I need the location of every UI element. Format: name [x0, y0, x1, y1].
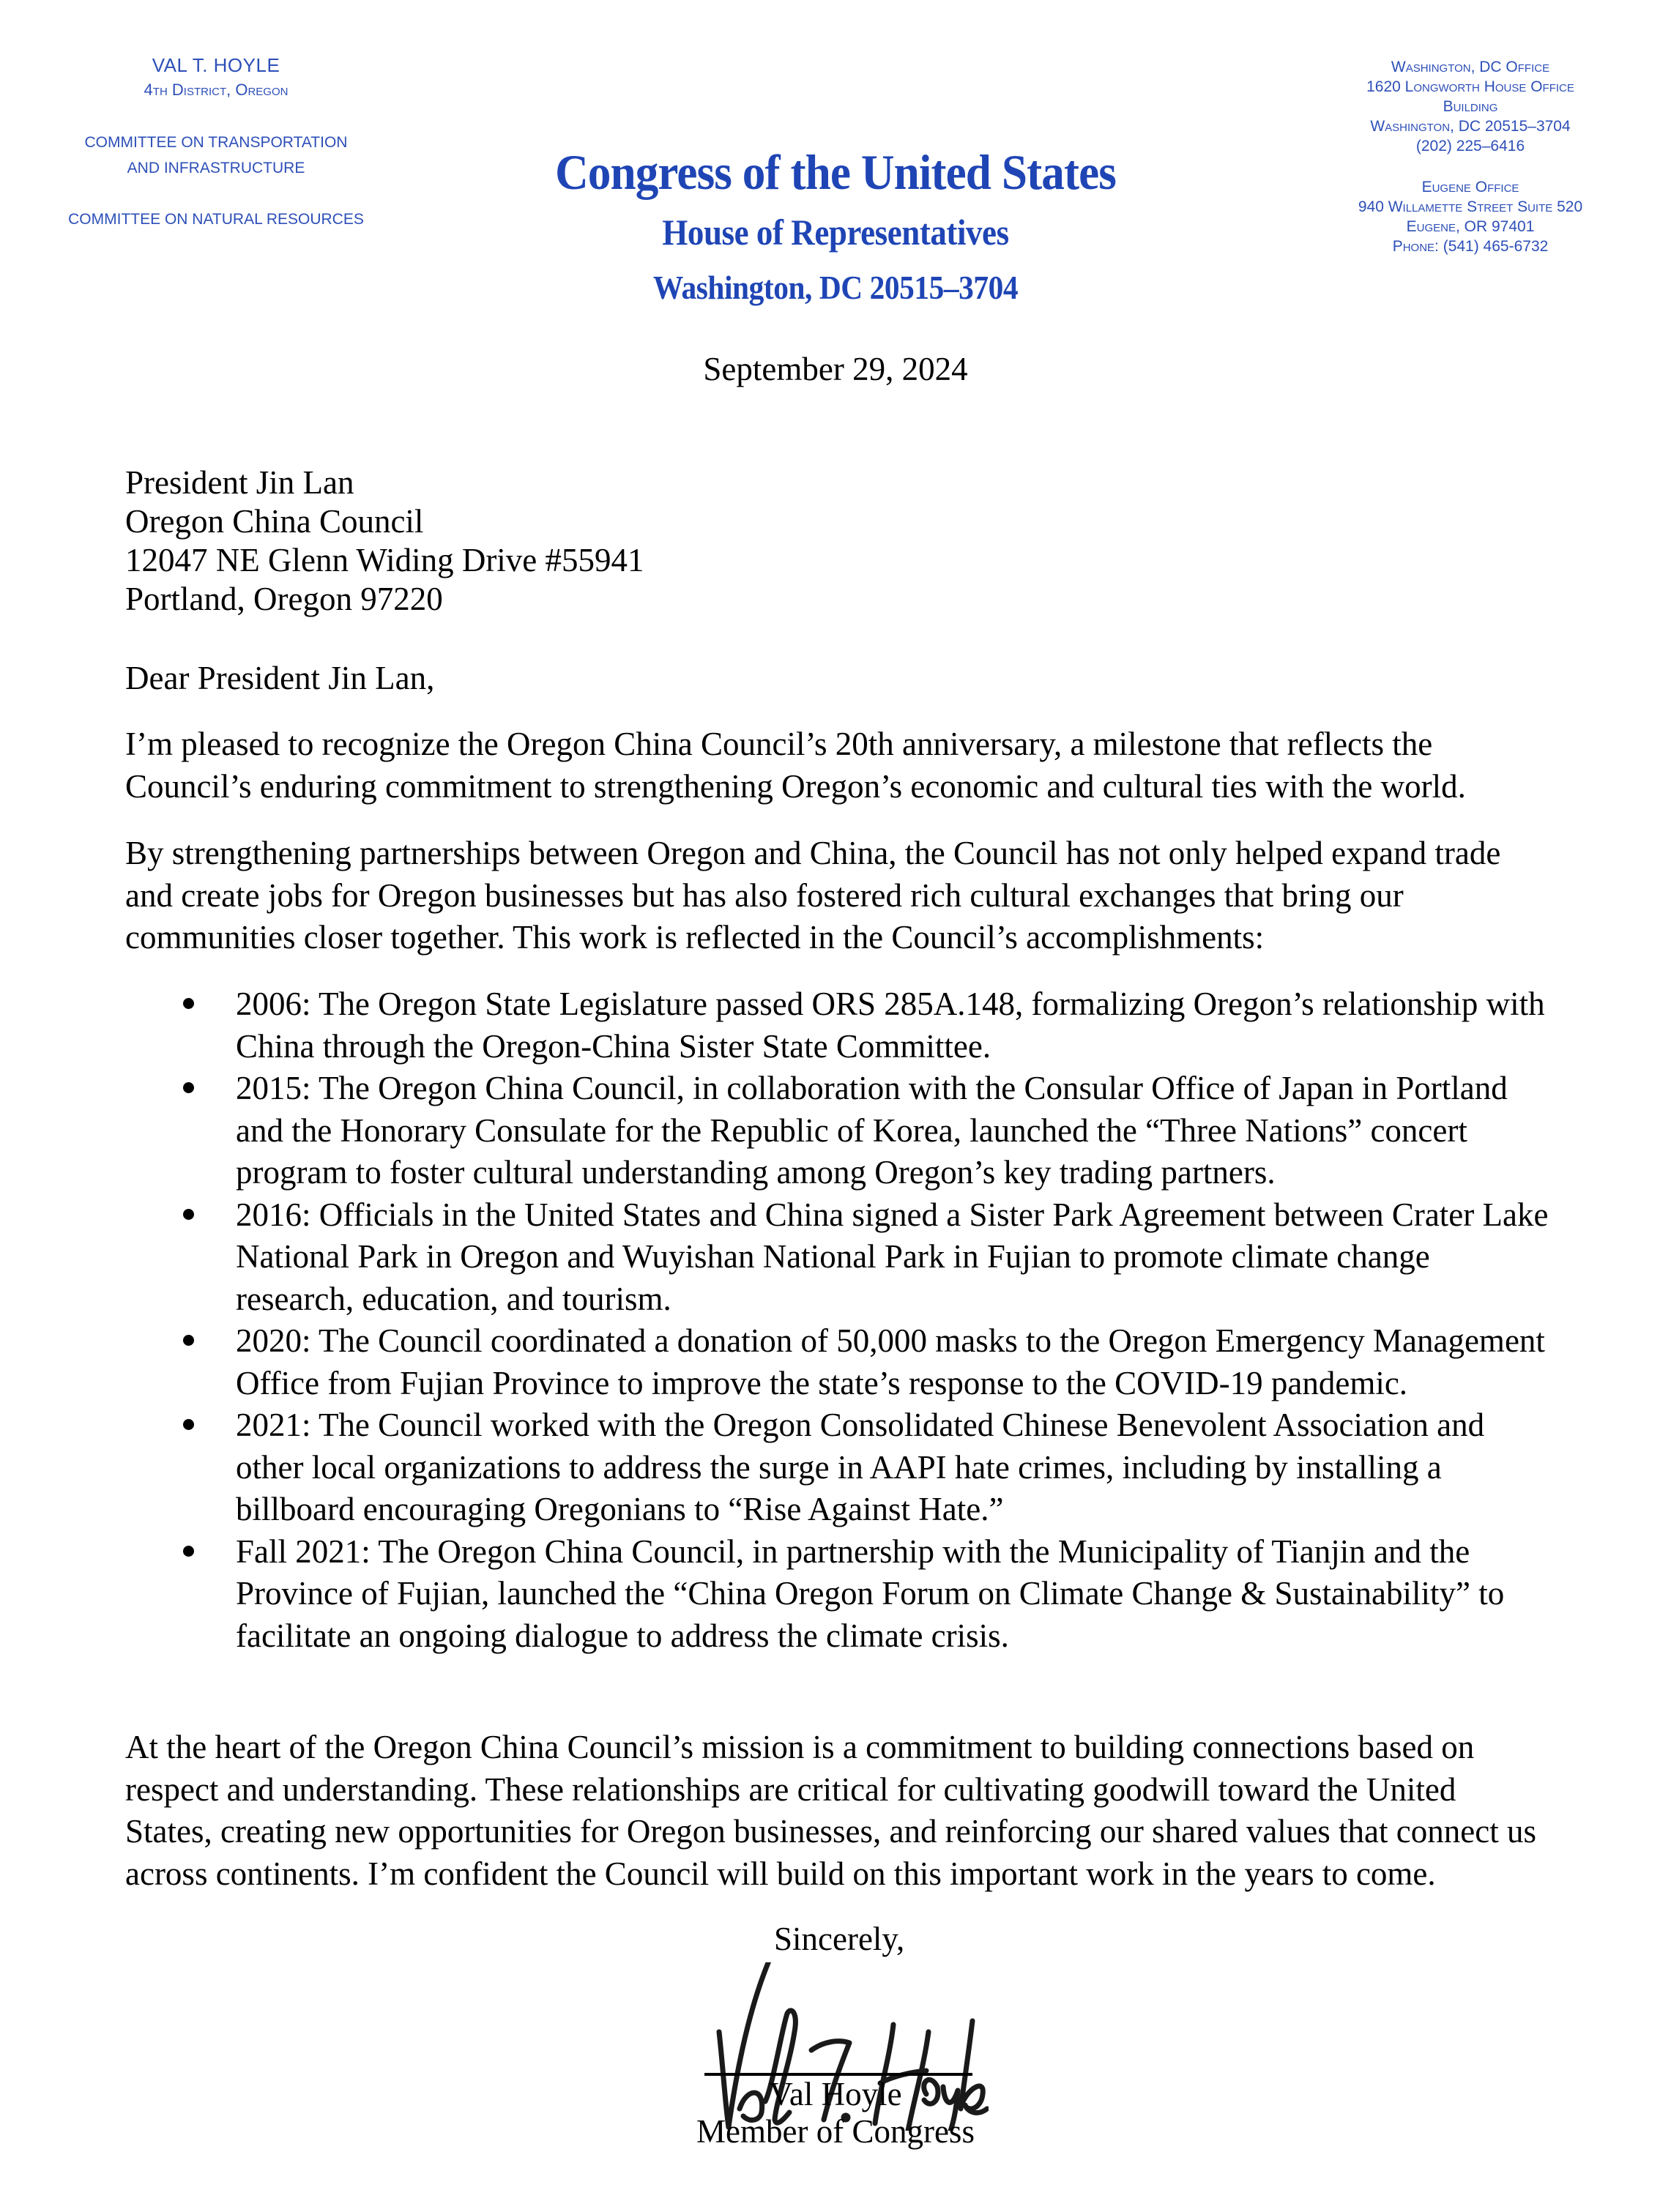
- bullet-icon: [183, 1209, 194, 1220]
- list-item: [236, 1320, 1554, 1404]
- eugene-office-line-1: 940 Willamette Street Suite 520: [1358, 198, 1583, 215]
- bullet-icon: [183, 1546, 194, 1557]
- list-item: [236, 1194, 1554, 1321]
- letter-date: September 29, 2024: [703, 351, 968, 387]
- recipient-line-4: Portland, Oregon 97220: [125, 581, 443, 617]
- committee-transportation-line-1: COMMITTEE ON TRANSPORTATION: [84, 134, 348, 151]
- list-item: [236, 1404, 1554, 1531]
- accomplishments-list: [236, 983, 1554, 1657]
- recipient-line-3: 12047 NE Glenn Widing Drive #55941: [125, 542, 644, 578]
- dc-office-line-3: Washington, DC 20515–3704: [1370, 118, 1571, 135]
- dc-office-block: [1320, 57, 1620, 156]
- committee-natural-resources: COMMITTEE ON NATURAL RESOURCES: [68, 211, 364, 228]
- accomplishment-fall-2021: Fall 2021: The Oregon China Council, in partnership with the Municipality of Tianjin and the Province of Fujian, launched the “China Oregon Forum on Climate Change & Sustainability” to facilitate an ongoing dialogue to address the climate crisis.: [236, 1533, 1505, 1654]
- district: 4th District, Oregon: [144, 81, 289, 99]
- recipient-line-2: Oregon China Council: [125, 503, 424, 540]
- bullet-icon: [183, 1082, 194, 1093]
- bullet-icon: [183, 998, 194, 1009]
- recipient-line-1: President Jin Lan: [125, 464, 354, 501]
- accomplishment-2016: 2016: Officials in the United States and China signed a Sister Park Agreement between Crater Lake National Park in Oregon and Wuyishan National Park in Fujian to promote climate change research, education, and tourism.: [236, 1196, 1549, 1317]
- masthead-congress: Congress of the United States: [555, 144, 1116, 200]
- dc-office-label: Washington, DC Office: [1391, 59, 1550, 75]
- masthead-address: Washington, DC 20515–3704: [652, 269, 1019, 306]
- signer-name: Val Hoyle: [769, 2076, 902, 2112]
- member-name: VAL T. HOYLE: [152, 54, 280, 76]
- list-item: [236, 983, 1554, 1068]
- closing: Sincerely,: [774, 1921, 905, 1957]
- bullet-icon: [183, 1335, 194, 1346]
- paragraph-3: At the heart of the Oregon China Council’s mission is a commitment to building connections based on respect and understanding. These relationships are critical for cultivating goodwill toward the United States, creating new opportunities for Oregon businesses, and reinforcing our shared values that connect us across continents. I’m confident the Council will build on this important work in the years to come.: [125, 1729, 1536, 1892]
- eugene-office-phone: Phone: (541) 465-6732: [1392, 238, 1549, 255]
- eugene-office-line-2: Eugene, OR 97401: [1406, 218, 1535, 235]
- paragraph-1: I’m pleased to recognize the Oregon China Council’s 20th anniversary, a milestone that reflects the Council’s enduring commitment to strengthening Oregon’s economic and cultural ties with the world.: [125, 726, 1466, 805]
- signer-title: Member of Congress: [696, 2113, 975, 2150]
- paragraph-2: By strengthening partnerships between Oregon and China, the Council has not only helped expand trade and create jobs for Oregon businesses but has also fostered rich cultural exchanges that bring our communities closer together. This work is reflected in the Council’s accomplishments:: [125, 835, 1501, 956]
- eugene-office-label: Eugene Office: [1421, 179, 1519, 195]
- bullet-icon: [183, 1419, 194, 1430]
- dc-office-line-2: Building: [1443, 98, 1498, 115]
- dc-office-phone: (202) 225–6416: [1415, 138, 1525, 154]
- list-item: [236, 1068, 1554, 1194]
- committee-transportation-line-2: AND INFRASTRUCTURE: [127, 160, 305, 176]
- salutation: Dear President Jin Lan,: [125, 660, 435, 696]
- list-item: [236, 1531, 1554, 1658]
- eugene-office-block: [1320, 177, 1620, 256]
- accomplishment-2015: 2015: The Oregon China Council, in collaboration with the Consular Office of Japan in Portland and the Honorary Consulate for the Republic of Korea, launched the “Three Nations” concert program to foster cultural understanding among Oregon’s key trading partners.: [236, 1070, 1508, 1191]
- accomplishment-2006: 2006: The Oregon State Legislature passed ORS 285A.148, formalizing Oregon’s relationship with China through the Oregon-China Sister State Committee.: [236, 986, 1545, 1065]
- accomplishment-2021: 2021: The Council worked with the Oregon Consolidated Chinese Benevolent Association and other local organizations to address the surge in AAPI hate crimes, including by installing a billboard encouraging Oregonians to “Rise Against Hate.”: [236, 1407, 1485, 1527]
- accomplishment-2020: 2020: The Council coordinated a donation of 50,000 masks to the Oregon Emergency Management Office from Fujian Province to improve the state’s response to the COVID-19 pandemic.: [236, 1322, 1545, 1401]
- masthead-house: House of Representatives: [662, 212, 1009, 253]
- dc-office-line-1: 1620 Longworth House Office: [1366, 78, 1574, 95]
- recipient-address: [125, 463, 644, 619]
